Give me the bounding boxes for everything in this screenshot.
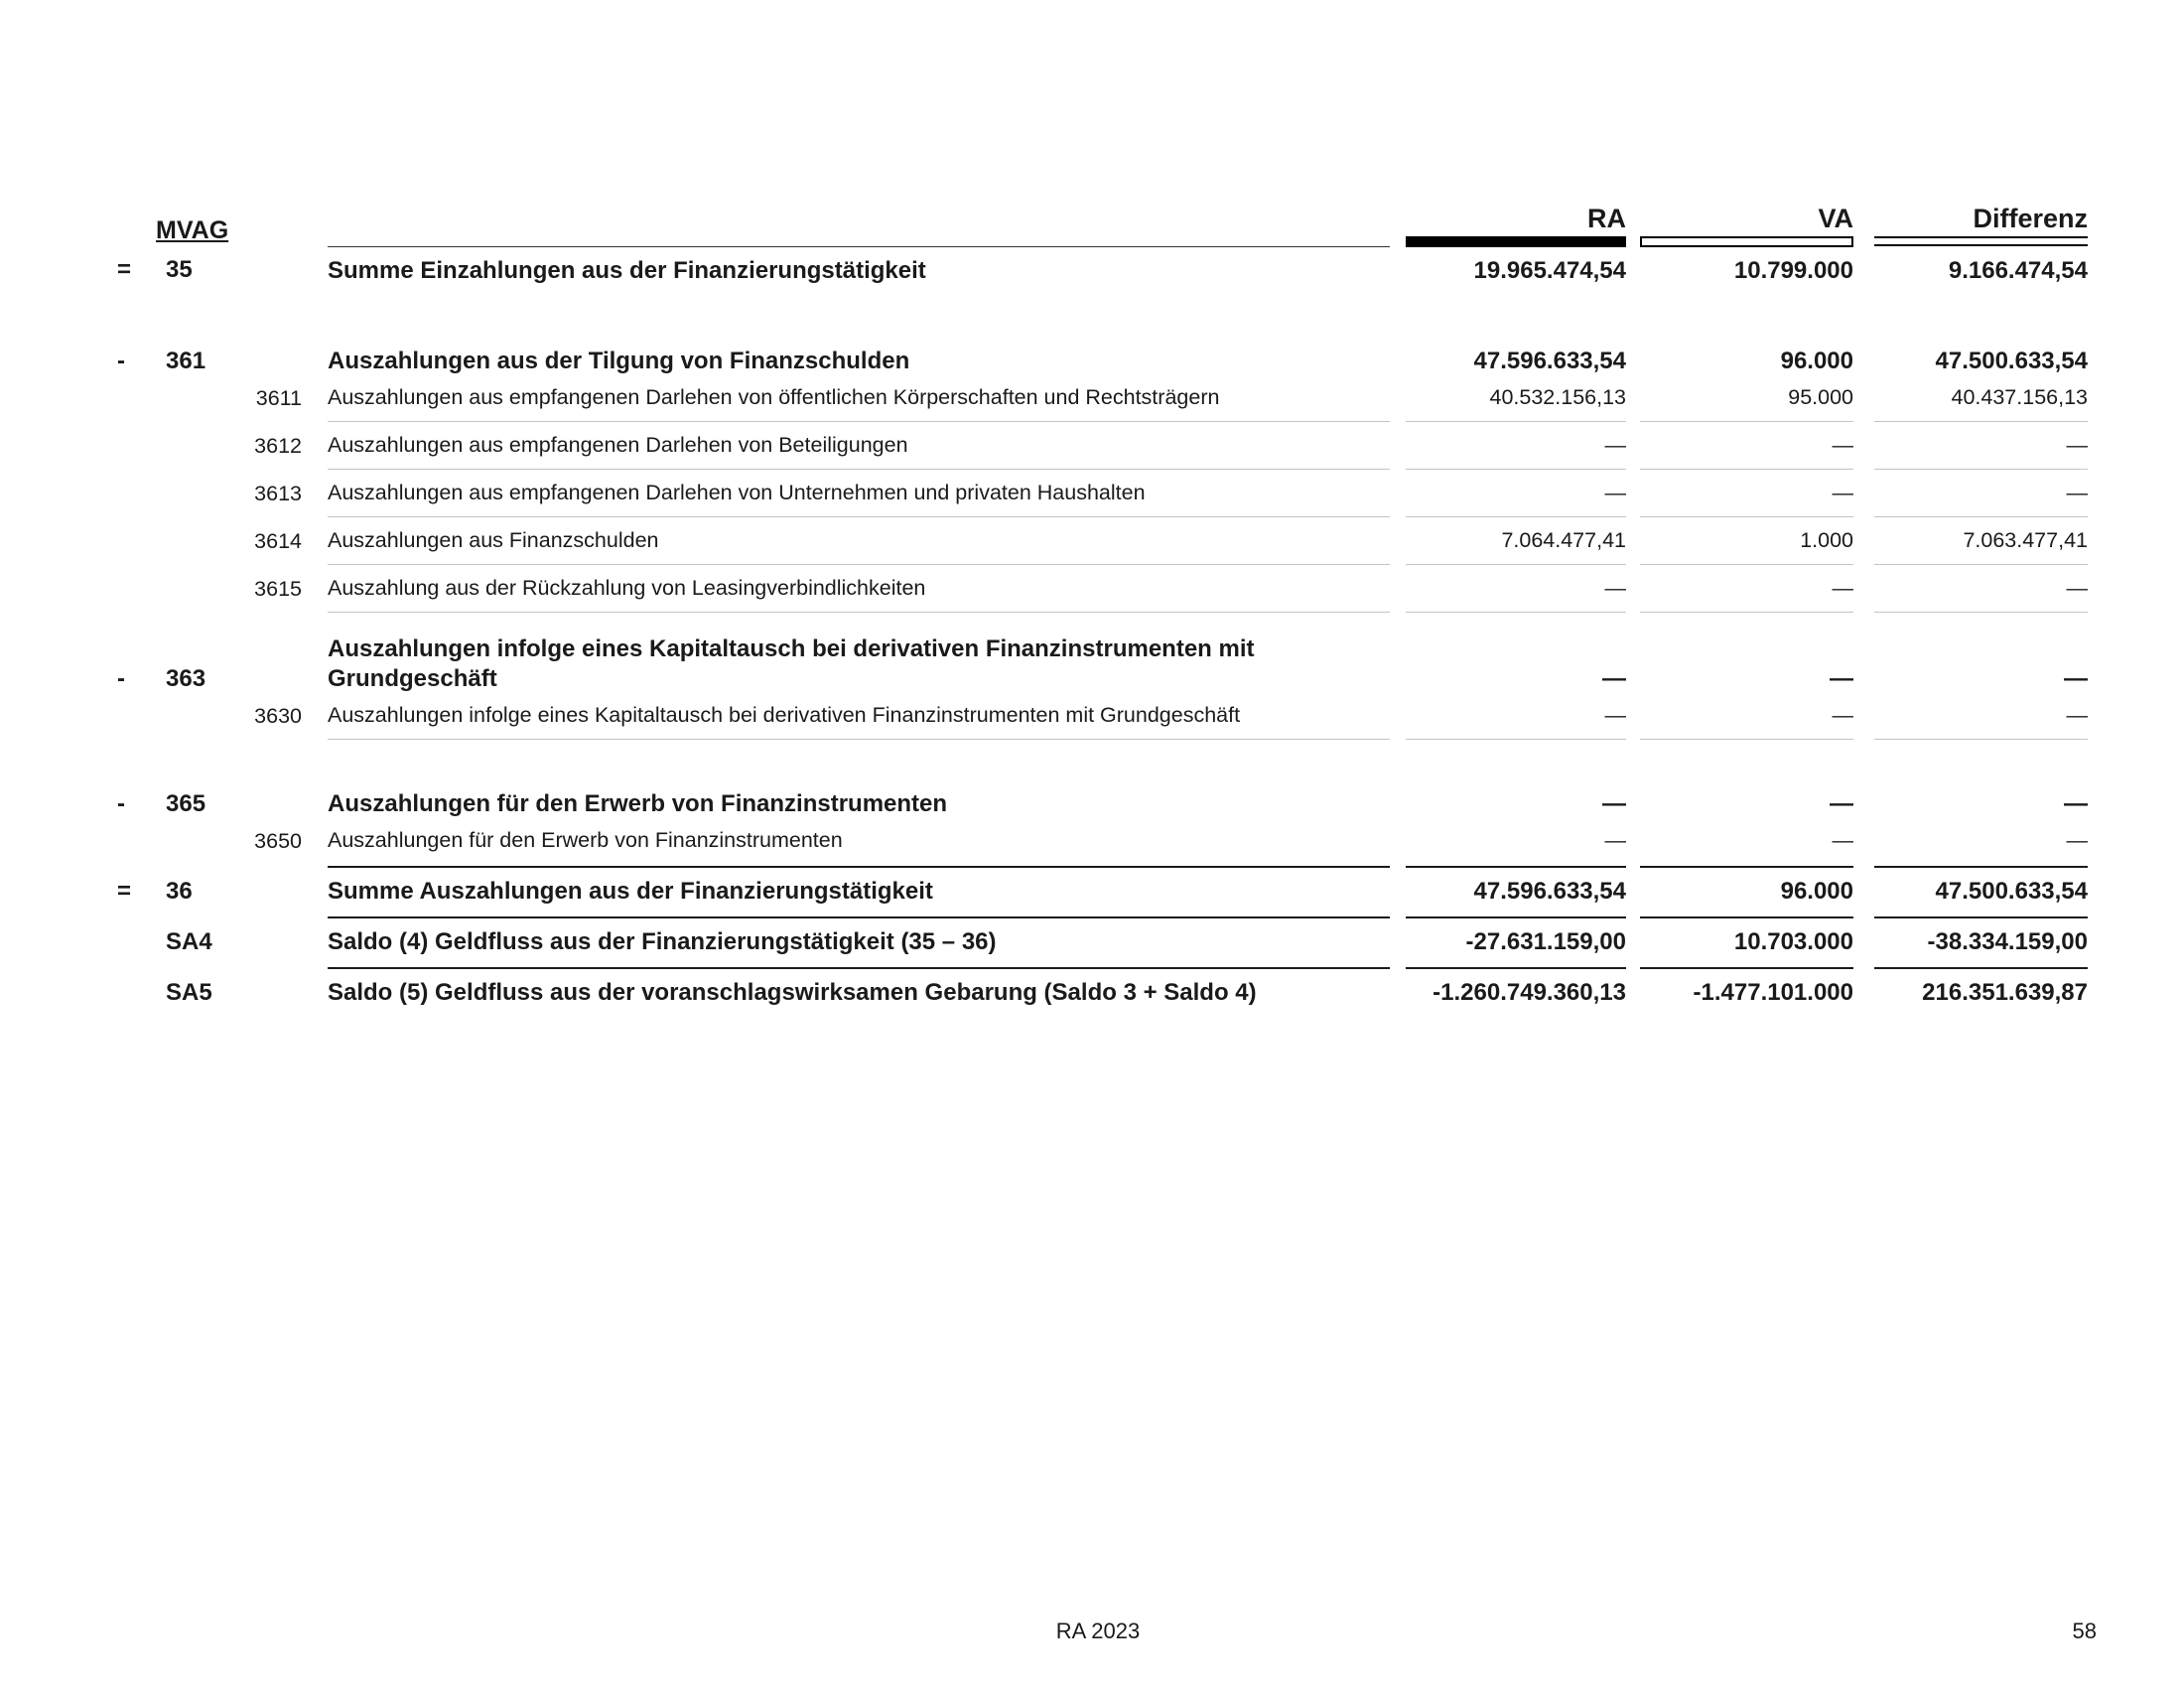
row-value-va: — [1832,481,1853,504]
row-label: Auszahlungen infolge eines Kapitaltausch bei derivativen Finanzinstrumenten mit Grundgeschäft [328,703,1241,727]
row-value-diff: -38.334.159,00 [1927,928,2088,955]
ra-column-bar [1406,236,1626,247]
row-value-diff: 47.500.633,54 [1935,878,2088,905]
row-divider [1406,612,1626,613]
footer-title: RA 2023 [1055,1618,1141,1643]
row-divider [1640,739,1853,740]
row-label: Auszahlungen für den Erwerb von Finanzinstrumenten [328,828,843,852]
row-value-diff: — [2066,703,2088,727]
row-value-ra: -27.631.159,00 [1465,928,1626,955]
row-code: 3614 [254,529,302,553]
row-divider [1640,469,1853,470]
row-divider [1640,916,1853,918]
row-value-va: — [1830,665,1853,692]
differenz-column-bar-top [1874,236,2088,238]
column-header-differenz: Differenz [1973,204,2088,233]
row-divider [1406,916,1626,918]
row-divider [328,916,1390,918]
row-value-va: — [1832,828,1853,852]
row-divider [1874,564,2088,565]
row-code: 3630 [254,704,302,728]
row-divider [1874,612,2088,613]
row-value-ra: — [1602,665,1626,692]
row-value-ra: — [1604,576,1626,600]
row-value-diff: 7.063.477,41 [1963,528,2088,552]
va-column-bar [1640,236,1853,247]
row-divider [328,421,1390,422]
row-value-ra: -1.260.749.360,13 [1433,979,1626,1006]
row-value-va: — [1830,790,1853,817]
row-value-diff: — [2064,665,2088,692]
row-code: 363 [166,665,206,692]
row-divider [1406,564,1626,565]
row-value-va: 96.000 [1780,348,1853,374]
row-divider [328,469,1390,470]
row-sign: - [117,790,125,817]
row-value-va: 10.799.000 [1733,257,1853,284]
row-value-diff: 9.166.474,54 [1948,257,2088,284]
row-code: 3613 [254,482,302,505]
row-sign: - [117,665,125,692]
row-value-va: 10.703.000 [1733,928,1853,955]
row-value-ra: — [1604,828,1626,852]
row-label: Auszahlungen aus empfangenen Darlehen von öffentlichen Körperschaften und Rechtsträgern [328,385,1220,409]
row-divider [1406,866,1626,868]
row-value-diff: — [2066,481,2088,504]
row-value-va: 96.000 [1780,878,1853,905]
row-divider [1874,516,2088,517]
row-value-va: — [1832,433,1853,457]
row-value-va: -1.477.101.000 [1693,979,1853,1006]
row-divider [1874,421,2088,422]
row-value-ra: 19.965.474,54 [1473,257,1626,284]
row-value-ra: 47.596.633,54 [1473,878,1626,905]
row-divider [1406,421,1626,422]
row-value-ra: 40.532.156,13 [1489,385,1626,409]
row-divider [1406,516,1626,517]
row-code: 365 [166,790,206,817]
row-code: 36 [166,878,193,905]
row-divider [1874,967,2088,969]
row-divider [1640,421,1853,422]
row-divider [1406,469,1626,470]
row-value-va: — [1832,703,1853,727]
row-code: 35 [166,256,193,283]
row-divider [1640,564,1853,565]
row-divider [1640,967,1853,969]
row-divider [1874,469,2088,470]
row-divider [1640,516,1853,517]
header-underline [328,246,1390,247]
row-value-diff: 47.500.633,54 [1935,348,2088,374]
row-divider [328,612,1390,613]
row-divider [1874,866,2088,868]
row-divider [328,739,1390,740]
row-value-ra: — [1604,433,1626,457]
row-label: Auszahlungen für den Erwerb von Finanzinstrumenten [328,790,948,817]
row-label: Summe Einzahlungen aus der Finanzierungstätigkeit [328,257,926,284]
column-header-mvag: MVAG [156,216,229,244]
row-divider [328,516,1390,517]
row-code: 3612 [254,434,302,458]
row-value-diff: — [2066,576,2088,600]
row-code: 3615 [254,577,302,601]
row-value-ra: — [1604,481,1626,504]
row-divider [1406,967,1626,969]
row-label: Auszahlung aus der Rückzahlung von Leasingverbindlichkeiten [328,576,926,600]
row-code: SA4 [166,928,212,955]
row-value-diff: — [2064,790,2088,817]
row-value-ra: — [1602,790,1626,817]
row-divider [1640,866,1853,868]
row-label: Saldo (4) Geldfluss aus der Finanzierungstätigkeit (35 – 36) [328,928,997,955]
row-code: 3650 [254,829,302,853]
differenz-column-bar-bottom [1874,244,2088,246]
row-label: Auszahlungen aus empfangenen Darlehen von Beteiligungen [328,433,908,457]
column-header-ra: RA [1587,204,1626,233]
row-divider [1406,739,1626,740]
row-value-va: 95.000 [1788,385,1853,409]
row-label: Auszahlungen aus Finanzschulden [328,528,659,552]
row-value-ra: 47.596.633,54 [1473,348,1626,374]
row-label: Saldo (5) Geldfluss aus der voranschlagswirksamen Gebarung (Saldo 3 + Saldo 4) [328,979,1257,1006]
row-label: Auszahlungen aus empfangenen Darlehen von Unternehmen und privaten Haushalten [328,481,1146,504]
row-divider [1874,916,2088,918]
row-code: 3611 [255,386,302,410]
row-value-va: 1.000 [1800,528,1853,552]
row-value-diff: — [2066,828,2088,852]
row-sign: = [117,256,132,283]
row-divider [328,866,1390,868]
row-sign: - [117,348,125,374]
row-value-va: — [1832,576,1853,600]
row-divider [1640,612,1853,613]
row-value-diff: 216.351.639,87 [1922,979,2088,1006]
row-value-ra: — [1604,703,1626,727]
row-value-ra: 7.064.477,41 [1501,528,1626,552]
row-divider [328,564,1390,565]
page-number: 58 [2072,1618,2097,1643]
row-label: Auszahlungen aus der Tilgung von Finanzschulden [328,348,910,374]
row-sign: = [117,878,132,905]
row-value-diff: 40.437.156,13 [1951,385,2088,409]
column-header-va: VA [1818,204,1853,233]
row-label-line2: Grundgeschäft [328,665,497,692]
row-code: SA5 [166,979,212,1006]
row-divider [328,967,1390,969]
row-code: 361 [166,348,206,374]
row-divider [1874,739,2088,740]
row-label: Summe Auszahlungen aus der Finanzierungstätigkeit [328,878,933,905]
row-label-line1: Auszahlungen infolge eines Kapitaltausch bei derivativen Finanzinstrumenten mit [328,635,1255,662]
row-value-diff: — [2066,433,2088,457]
